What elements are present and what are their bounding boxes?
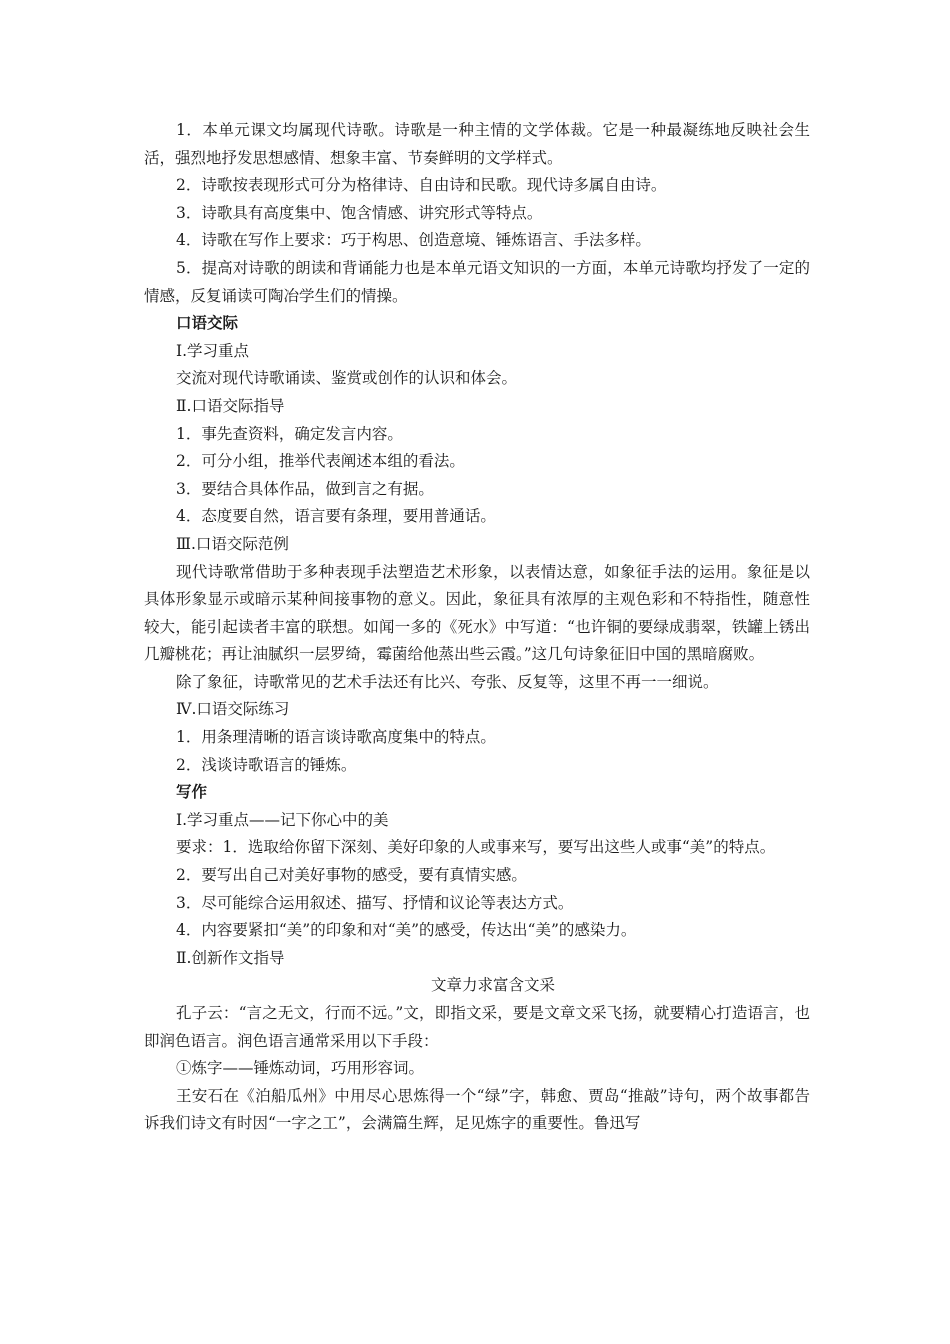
list-item: 3．尽可能综合运用叙述、描写、抒情和议论等表达方式。 (176, 893, 574, 912)
paragraph: ①炼字——锤炼动词，巧用形容词。 (176, 1059, 425, 1078)
paragraph: 王安石在《泊船瓜州》中用尽心思炼得一个“绿”字，韩愈、贾岛“推敲”诗句，两个故事都告诉我们诗文有时因“一字之工”，会满篇生辉，足见炼字的重要性。鲁迅写 (144, 1086, 810, 1133)
list-item: 1．事先查资料，确定发言内容。 (176, 424, 403, 443)
paragraph: 现代诗歌常借助于多种表现手法塑造艺术形象，以表情达意，如象征手法的运用。象征是以具体形象显示或暗示某种间接事物的意义。因此，象征具有浓厚的主观色彩和不特指性，随意性较大，能引起读者丰富的联想。如闻一多的《死水》中写道：“也许铜的要绿成翡翠，铁罐上锈出几瓣桃花；再让油腻织一层罗绮，霉菌给他蒸出些云霞。”这几句诗象征旧中国的黑暗腐败。 (144, 562, 810, 664)
paragraph: 孔子云：“言之无文，行而不远。”文，即指文采，要是文章文采飞扬，就要精心打造语言，也即润色语言。润色语言通常采用以下手段： (144, 1004, 810, 1050)
list-item: 4．内容要紧扣“美”的印象和对“美”的感受，传达出“美”的感染力。 (176, 921, 637, 940)
list-item: 2．浅谈诗歌语言的锤炼。 (176, 755, 357, 774)
subheading: Ⅰ.学习重点 (176, 341, 250, 360)
subheading: Ⅱ.创新作文指导 (176, 948, 285, 967)
paragraph: 2．诗歌按表现形式可分为格律诗、自由诗和民歌。现代诗多属自由诗。 (176, 176, 667, 195)
list-item: 2．可分小组，推举代表阐述本组的看法。 (176, 452, 465, 471)
paragraph: 交流对现代诗歌诵读、鉴赏或创作的认识和体会。 (176, 369, 518, 388)
section-heading: 口语交际 (176, 314, 239, 333)
centered-title: 文章力求富含文采 (430, 976, 555, 995)
subheading: Ⅰ.学习重点——记下你心中的美 (176, 810, 389, 829)
paragraph: 1．本单元课文均属现代诗歌。诗歌是一种主情的文学体裁。它是一种最凝练地反映社会生活，强烈地抒发思想感情、想象丰富、节奏鲜明的文学样式。 (144, 121, 810, 167)
list-item: 3．要结合具体作品，做到言之有据。 (176, 479, 434, 498)
subheading: Ⅲ.口语交际范例 (176, 534, 289, 553)
list-item: 1．用条理清晰的语言谈诗歌高度集中的特点。 (176, 728, 496, 747)
section-heading: 写作 (176, 783, 208, 802)
paragraph: 除了象征，诗歌常见的艺术手法还有比兴、夸张、反复等，这里不再一一细说。 (176, 672, 719, 691)
list-item: 2．要写出自己对美好事物的感受，要有真情实感。 (176, 866, 527, 885)
subheading: Ⅱ.口语交际指导 (176, 396, 285, 415)
paragraph: 要求：1．选取给你留下深刻、美好印象的人或事来写，要写出这些人或事“美”的特点。 (176, 838, 776, 857)
paragraph: 3．诗歌具有高度集中、饱含情感、讲究形式等特点。 (176, 203, 543, 222)
subheading: Ⅳ.口语交际练习 (176, 700, 290, 719)
list-item: 4．态度要自然，语言要有条理，要用普通话。 (176, 507, 496, 526)
document-body (144, 117, 810, 1138)
paragraph: 5．提高对诗歌的朗读和背诵能力也是本单元语文知识的一方面，本单元诗歌均抒发了一定的情感，反复诵读可陶冶学生们的情操。 (144, 258, 810, 305)
paragraph: 4．诗歌在写作上要求：巧于构思、创造意境、锤炼语言、手法多样。 (176, 231, 651, 250)
